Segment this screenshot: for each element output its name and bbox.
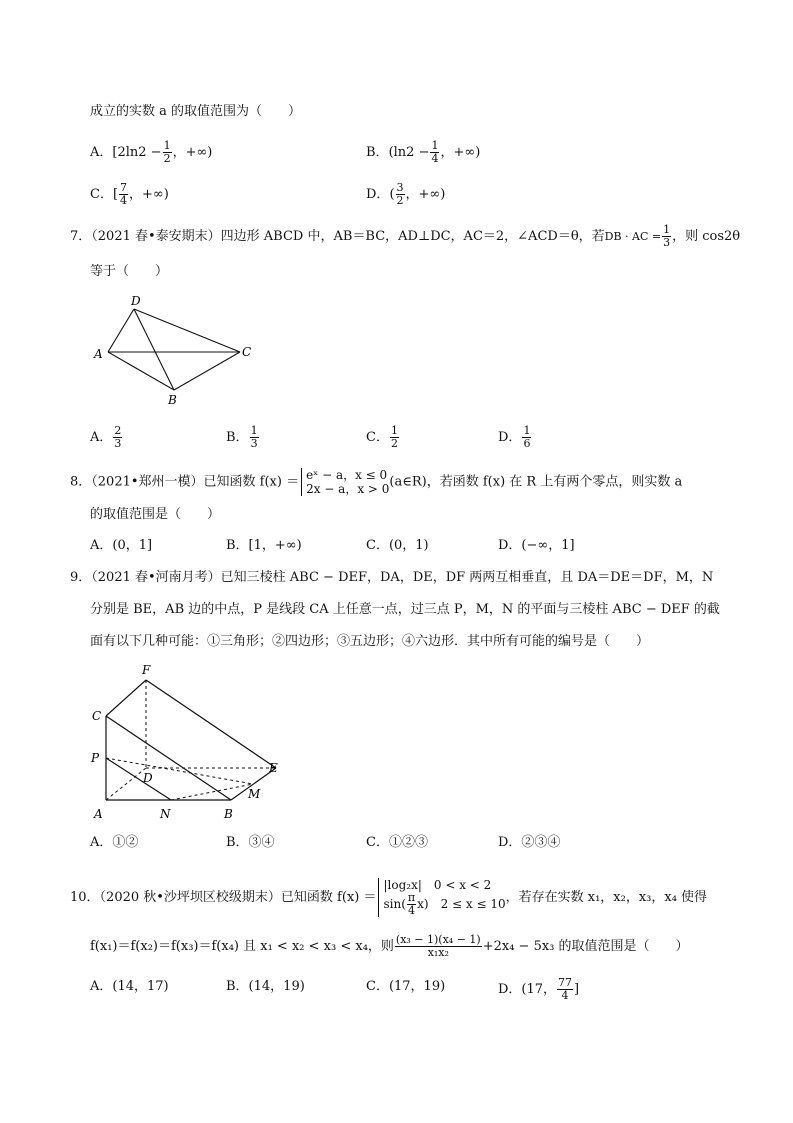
q9-stem-line1: 9．（2021 春•河南月考）已知三棱柱 ABC − DEF，DA，DE，DF 两两互相垂直，且 DA＝DE＝DF，M，N: [70, 570, 714, 585]
q9-stem-line3: 面有以下几种可能：①三角形；②四边形；③五边形；④六边形．其中所有可能的编号是（ ）: [90, 634, 650, 649]
q9-option-b[interactable]: B．③④: [226, 835, 275, 850]
label-d: D: [143, 771, 153, 785]
q9-stem-line2: 分别是 BE，AB 边的中点，P 是线段 CA 上任意一点，过三点 P，M，N 的平面与三棱柱 ABC − DEF 的截: [90, 602, 720, 617]
label-d: D: [131, 294, 141, 308]
q7-quadrilateral-figure: [88, 292, 268, 410]
piecewise-function: eˣ − a，x ≤ 0 2x − a，x > 0: [301, 468, 389, 496]
q9-option-a[interactable]: A．①②: [90, 835, 139, 850]
edge-fc: [106, 680, 146, 716]
q8-option-d[interactable]: D．(−∞，1]: [498, 538, 575, 553]
q8-stem-line1: 8．（2021•郑州一模）已知函数 f(x) ＝ eˣ − a，x ≤ 0 2x − a，x > 0 (a∈R)，若函数 f(x) 在 R 上有两个零点，则实数 a: [70, 468, 683, 496]
q6-option-a[interactable]: A．[2ln2 − $\frac{1}{2}$ ，+∞): [90, 139, 213, 165]
q10-stem-line2: f(x₁)＝f(x₂)＝f(x₃)＝f(x₄) 且 x₁ < x₂ < x₃ < x₄，则 $\frac{\text{(x₃ − 1)(x₄ − 1)}}{\text{x₁x₂}}$ +2x₄ − 5x₃ 的取值范围是（ ）: [90, 933, 689, 959]
section-pm: [106, 758, 253, 784]
vector-dot-product: DB · AC =: [604, 230, 662, 243]
label-c: C: [92, 709, 102, 723]
q7-option-d[interactable]: D． $\frac{1}{6}$: [498, 424, 531, 450]
q8-option-a[interactable]: A．(0，1]: [90, 538, 153, 553]
label-b: B: [168, 393, 177, 407]
section-pn: [106, 758, 171, 800]
q9-prism-figure: [86, 660, 286, 825]
label-m: M: [248, 787, 261, 801]
edge-dc: [134, 309, 240, 352]
label-a: A: [94, 807, 103, 821]
q6-option-d[interactable]: D．( $\frac{3}{2}$ ，+∞): [366, 181, 446, 207]
edge-cb: [174, 352, 240, 390]
label-f: F: [142, 663, 151, 677]
piecewise-function: |log₂x| 0 < x < 2 sin( $\frac{\pi}{4}$ x) 2 ≤ x ≤ 10: [378, 878, 505, 917]
label-e: E: [269, 761, 278, 775]
q10-option-a[interactable]: A．(14，17): [90, 979, 169, 994]
edge-ad: [108, 309, 134, 352]
label-a: A: [94, 347, 103, 361]
q6-option-c[interactable]: C．[ $\frac{7}{4}$ ，+∞): [90, 181, 169, 207]
q8-option-b[interactable]: B．[1，+∞): [226, 538, 302, 553]
label-b: B: [224, 807, 233, 821]
q8-stem-line2: 的取值范围是（ ）: [90, 507, 221, 522]
edge-ad: [106, 768, 146, 800]
section-nm: [171, 784, 253, 800]
label-c: C: [242, 345, 252, 359]
q8-option-c[interactable]: C．(0，1): [366, 538, 429, 553]
q10-stem-line1: 10．（2020 秋•沙坪坝区校级期末）已知函数 f(x) ＝ |log₂x| 0 < x < 2 sin( $\frac{\pi}{4}$ x) 2 ≤ x ≤ 10 ，若存在实数 x₁，x₂，x₃，x₄ 使得: [70, 878, 708, 917]
edge-cb: [106, 716, 231, 800]
q7-option-c[interactable]: C． $\frac{1}{2}$: [366, 424, 398, 450]
q6-stem: 成立的实数 a 的取值范围为（ ）: [90, 104, 302, 119]
diagonal-db: [134, 309, 174, 390]
q7-stem-line1: 7．（2021 春•泰安期末）四边形 ABCD 中，AB＝BC，AD⊥DC，AC＝2，∠ACD＝θ，若DB · AC = $\frac{1}{3}$ ，则 cos2θ: [70, 223, 741, 249]
q10-option-d[interactable]: D．(17， $\frac{77}{4}$ ]: [498, 976, 580, 1002]
label-n: N: [160, 807, 171, 821]
q7-stem-line2: 等于（ ）: [90, 264, 169, 279]
edge-fe: [146, 680, 276, 768]
label-p: P: [91, 751, 100, 765]
q9-option-d[interactable]: D．②③④: [498, 835, 561, 850]
q10-option-b[interactable]: B．(14，19): [226, 979, 305, 994]
q10-option-c[interactable]: C．(17，19): [366, 979, 446, 994]
q7-option-b[interactable]: B． $\frac{1}{3}$: [226, 424, 258, 450]
q6-option-b[interactable]: B．(ln2 − $\frac{1}{4}$ ，+∞): [366, 139, 481, 165]
q9-option-c[interactable]: C．①②③: [366, 835, 428, 850]
q7-option-a[interactable]: A． $\frac{2}{3}$: [90, 424, 122, 450]
